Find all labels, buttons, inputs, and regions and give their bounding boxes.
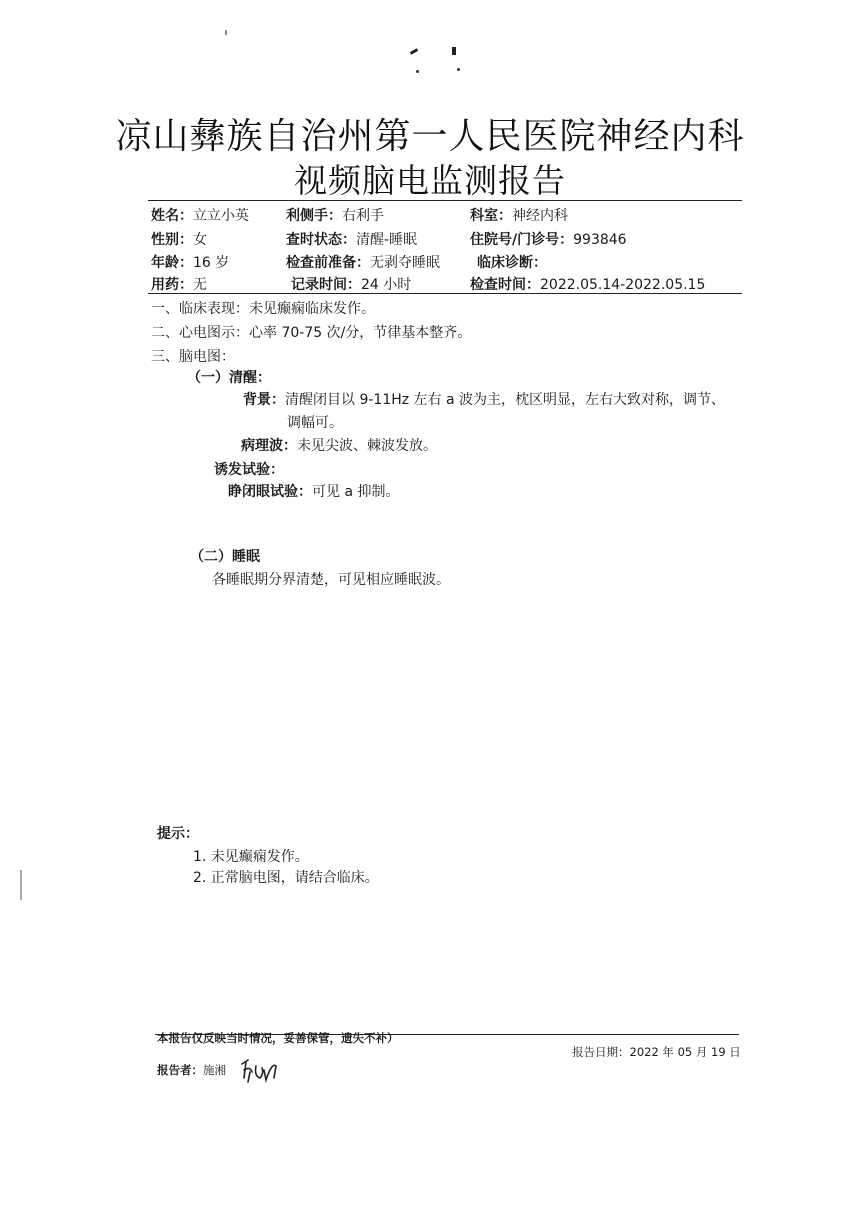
pathologic-wave-finding: 病理波：未见尖波、棘波发放。 (241, 438, 437, 454)
hint-item: 1. 未见癫痫发作。 (193, 849, 309, 865)
divider (155, 1034, 739, 1035)
medication-field: 用药：无 (151, 277, 207, 293)
report-hospital-title: 凉山彝族自治州第一人民医院神经内科 (115, 116, 745, 157)
report-date: 报告日期：2022 年 05 月 19 日 (572, 1045, 741, 1059)
hint-item: 2. 正常脑电图，请结合临床。 (193, 870, 379, 886)
scan-speck (410, 48, 418, 55)
exam-time-field: 检查时间：2022.05.14-2022.05.15 (470, 277, 706, 293)
sex-field: 性别：女 (151, 232, 207, 248)
sleep-heading: （二）睡眠 (190, 549, 260, 565)
clinical-diagnosis-field: 临床诊断： (477, 255, 547, 271)
awake-heading: （一）清醒： (187, 370, 271, 386)
department-field: 科室：神经内科 (470, 208, 568, 224)
handwritten-signature-icon (238, 1056, 288, 1086)
eeg-heading: 三、脑电图： (151, 349, 235, 365)
background-finding-cont: 调幅可。 (287, 415, 343, 431)
ecg-findings: 二、心电图示：心率 70-75 次/分，节律基本整齐。 (151, 325, 472, 341)
record-duration-field: 记录时间：24 小时 (291, 277, 412, 293)
reporter: 报告者：施湘 (157, 1063, 226, 1077)
hints-heading: 提示： (157, 826, 199, 842)
exam-prep-field: 检查前准备：无剥夺睡眠 (286, 255, 440, 271)
sleep-finding: 各睡眠期分界清楚，可见相应睡眠波。 (212, 572, 450, 588)
divider (148, 200, 742, 201)
name-field: 姓名：立立小英 (151, 208, 249, 224)
disclaimer-note: 本报告仅反映当时情况，妥善保管，遗失不补） (157, 1031, 399, 1045)
background-finding: 背景：清醒闭目以 9-11Hz 左右 a 波为主，枕区明显，左右大致对称，调节、 (243, 392, 726, 408)
scan-speck (416, 70, 419, 73)
eyes-test-finding: 睁闭眼试验：可见 a 抑制。 (228, 484, 400, 500)
clinical-findings: 一、临床表现：未见癫痫临床发作。 (151, 301, 375, 317)
scan-speck (20, 870, 22, 900)
provocation-heading: 诱发试验： (214, 462, 284, 478)
handedness-field: 利侧手：右利手 (286, 208, 384, 224)
scan-speck (225, 30, 227, 35)
divider (148, 293, 742, 294)
exam-state-field: 查时状态：清醒-睡眠 (286, 232, 418, 248)
scan-speck (457, 68, 460, 71)
scan-speck (452, 47, 456, 55)
age-field: 年龄：16 岁 (151, 255, 230, 271)
record-number-field: 住院号/门诊号：993846 (470, 232, 627, 248)
report-type-title: 视频脑电监测报告 (294, 161, 566, 200)
